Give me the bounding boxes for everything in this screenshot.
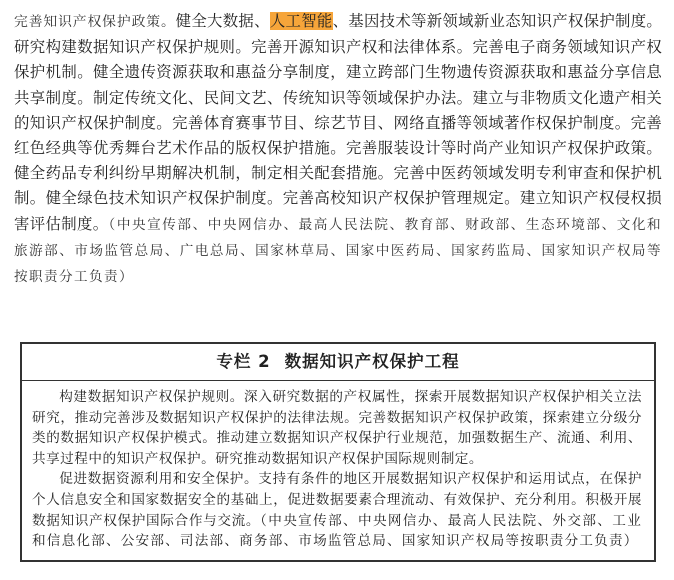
column-responsibility-note: （中央宣传部、中央网信办、最高人民法院、外交部、工业和信息化部、公安部、司法部、商务部、市场监管总局、国家知识产权局等按职责分工负责） (32, 512, 643, 550)
column-paragraph-2-text: 促进数据资源利用和安全保护。支持有条件的地区开展数据知识产权保护和运用试点，在保护个人信息安全和国家数据安全的基础上，促进数据要素合理流动、有效保护、充分利用。积极开展数据知识产权保护国际合作与交流。 (32, 471, 642, 529)
column-box-heading: 数据知识产权保护工程 (284, 352, 460, 371)
column-paragraph-1: 构建数据知识产权保护规则。深入研究数据的产权属性，探索开展数据知识产权保护相关立法研究，推动完善涉及数据知识产权保护的法律法规。完善数据知识产权保护政策，探索建立分级分类的数据知识产权保护模式。推动建立数据知识产权保护行业规范，加强数据生产、流通、利用、共享过程中的知识产权保护。研究推动数据知识产权保护国际规则制定。 (32, 389, 642, 467)
column-box-body (22, 381, 654, 552)
paragraph-text-2: 、基因技术等新领域新业态知识产权保护制度。研究构建数据知识产权保护规则。完善开源知识产权和法律体系。完善电子商务领域知识产权保护机制。健全遗传资源获取和惠益分享制度，建立跨部门生物遗传资源获取和惠益分享信息共享制度。制定传统文化、民间文艺、传统知识等领域保护办法。建立与非物质文化遗产相关的知识产权保护制度。完善体育赛事节目、综艺节目、网络直播等领域著作权保护制度。完善红色经典等优秀舞台艺术作品的版权保护措施。完善服装设计等时尚产业知识产权保护政策。健全药品专利纠纷早期解决机制，制定相关配套措施。完善中医药领域发明专利审查和保护机制。健全绿色技术知识产权保护制度。完善高校知识产权保护管理规定。建立知识产权侵权损害评估制度。 (14, 12, 662, 233)
column-box-number: 专栏 2 (216, 352, 271, 371)
paragraph-responsibility-note: （中央宣传部、中央网信办、最高人民法院、教育部、财政部、生态环境部、文化和旅游部、市场监管总局、广电总局、国家林草局、国家中医药局、国家药监局、国家知识产权局等按职责分工负责） (14, 216, 663, 286)
paragraph-text-1: 健全大数据、 (175, 12, 270, 30)
column-box-title (22, 344, 654, 381)
highlighted-term: 人工智能 (269, 12, 333, 30)
column-box (20, 342, 656, 562)
paragraph-lead: 完善知识产权保护政策。 (14, 14, 176, 30)
policy-paragraph (14, 9, 662, 290)
column-paragraph-2 (32, 469, 642, 551)
